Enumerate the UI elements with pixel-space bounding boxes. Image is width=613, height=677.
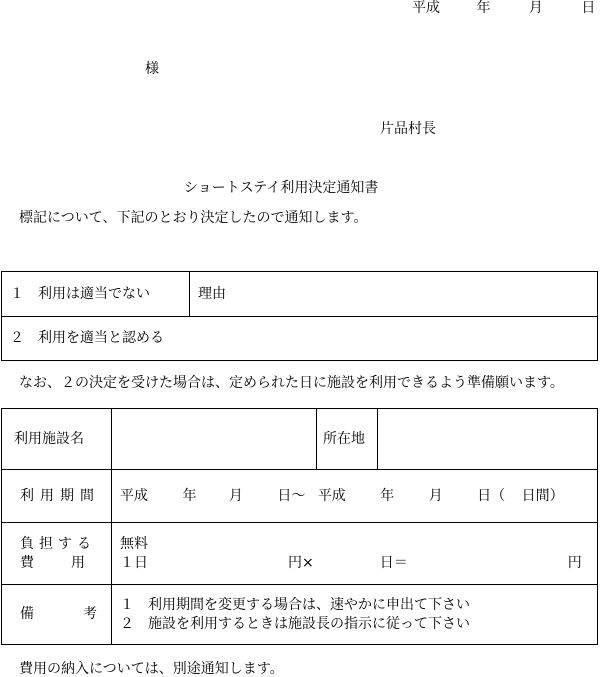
remarks-label bbox=[2, 585, 112, 645]
period-year-1: 年 bbox=[182, 487, 197, 504]
cost-cell[interactable] bbox=[112, 523, 598, 585]
date-era: 平成 bbox=[412, 0, 440, 16]
period-era-1: 平成 bbox=[120, 487, 148, 504]
remarks-label-1: 備 bbox=[20, 606, 34, 623]
period-days: 日間） bbox=[521, 487, 564, 504]
remarks-label-2: 考 bbox=[83, 606, 97, 623]
facility-label bbox=[2, 409, 112, 470]
cost-yen-times: 円× bbox=[288, 554, 314, 571]
period-day-2: 日（ bbox=[477, 487, 506, 504]
recipient-suffix: 様 bbox=[145, 61, 159, 77]
facility-name-cell[interactable] bbox=[112, 409, 317, 470]
location-label: 所在地 bbox=[317, 409, 378, 470]
remarks-line-2: ２ 施設を利用するときは施設長の指示に従って下さい bbox=[120, 615, 470, 632]
date-month: 月 bbox=[528, 0, 543, 16]
period-label bbox=[2, 470, 112, 523]
date-line bbox=[412, 1, 595, 15]
cost-label-line-1: 負担する bbox=[20, 535, 96, 552]
period-day-1: 日～ bbox=[277, 487, 306, 504]
remarks-line-1: １ 利用期間を変更する場合は、速やかに申出て下さい bbox=[120, 596, 470, 613]
remarks-cell bbox=[112, 585, 598, 645]
footer-text: 費用の納入については、別途通知します。 bbox=[19, 661, 284, 677]
location-cell[interactable] bbox=[378, 409, 598, 470]
cost-formula bbox=[120, 554, 589, 573]
period-year-2: 年 bbox=[380, 487, 395, 504]
decision-option-2: ２ 利用を適当と認める bbox=[2, 317, 598, 361]
intro-text: 標記について、下記のとおり決定したので通知します。 bbox=[19, 210, 368, 226]
issuer: 片品村長 bbox=[380, 121, 436, 137]
period-cell[interactable] bbox=[112, 470, 598, 523]
document-title: ショートステイ利用決定通知書 bbox=[184, 180, 379, 196]
cost-label-line-2: 費 用 bbox=[20, 554, 88, 571]
cost-free: 無料 bbox=[120, 535, 148, 552]
facility-label-text: 利用施設名 bbox=[14, 430, 84, 447]
cost-label bbox=[2, 523, 112, 585]
decision-option-1: １ 利用は適当でない bbox=[2, 272, 190, 317]
reason-label: 理由 bbox=[190, 272, 598, 317]
cost-yen: 円 bbox=[567, 554, 582, 571]
date-year: 年 bbox=[476, 0, 491, 16]
period-month-2: 月 bbox=[428, 487, 443, 504]
details-table bbox=[1, 408, 598, 645]
date-day: 日 bbox=[581, 0, 596, 16]
decision-table bbox=[1, 271, 598, 361]
note-text: なお、２の決定を受けた場合は、定められた日に施設を利用できるよう準備願います。 bbox=[19, 375, 564, 391]
period-label-text: 利用期間 bbox=[20, 487, 100, 504]
cost-day-eq: 日＝ bbox=[379, 554, 408, 571]
cost-one-day: １日 bbox=[120, 554, 148, 571]
period-month-1: 月 bbox=[228, 487, 243, 504]
period-era-2: 平成 bbox=[317, 487, 346, 504]
